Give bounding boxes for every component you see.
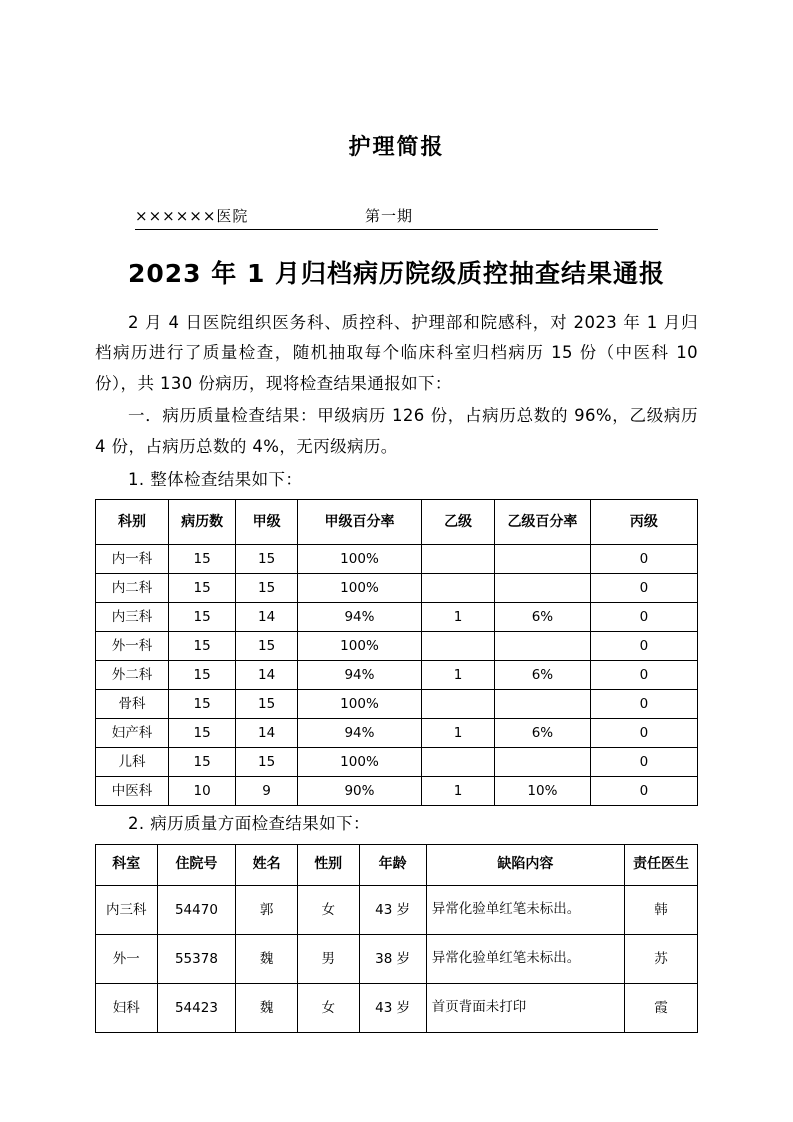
cell-department: 儿科 bbox=[96, 748, 169, 777]
cell-grade-a-percent: 100% bbox=[297, 545, 421, 574]
cell-grade-b-percent: 6% bbox=[495, 603, 591, 632]
table-row bbox=[96, 934, 698, 983]
cell-grade-b bbox=[422, 690, 495, 719]
table-row bbox=[96, 885, 698, 934]
cell-defect-content: 首页背面未打印 bbox=[426, 983, 624, 1032]
table-header-row bbox=[96, 500, 698, 545]
cell-record-count: 15 bbox=[168, 632, 235, 661]
cell-grade-b-percent bbox=[495, 748, 591, 777]
cell-grade-c: 0 bbox=[590, 690, 697, 719]
cell-grade-b bbox=[422, 632, 495, 661]
cell-grade-b bbox=[422, 545, 495, 574]
cell-gender: 女 bbox=[297, 885, 359, 934]
cell-department: 外二科 bbox=[96, 661, 169, 690]
cell-defect-content: 异常化验单红笔未标出。 bbox=[426, 885, 624, 934]
header-hospital-name: ××××××医院 bbox=[135, 207, 249, 225]
cell-gender: 女 bbox=[297, 983, 359, 1032]
th-department: 科室 bbox=[96, 844, 158, 885]
cell-department: 内一科 bbox=[96, 545, 169, 574]
cell-grade-c: 0 bbox=[590, 748, 697, 777]
cell-gender: 男 bbox=[297, 934, 359, 983]
cell-department: 外一科 bbox=[96, 632, 169, 661]
cell-grade-a: 14 bbox=[236, 719, 298, 748]
cell-department: 中医科 bbox=[96, 777, 169, 806]
th-gender: 性别 bbox=[297, 844, 359, 885]
cell-grade-b: 1 bbox=[422, 719, 495, 748]
table-row bbox=[96, 632, 698, 661]
table-row bbox=[96, 777, 698, 806]
cell-department: 内三科 bbox=[96, 603, 169, 632]
cell-record-count: 10 bbox=[168, 777, 235, 806]
cell-grade-a-percent: 100% bbox=[297, 690, 421, 719]
cell-responsible-doctor: 苏 bbox=[624, 934, 697, 983]
cell-grade-a-percent: 94% bbox=[297, 603, 421, 632]
cell-grade-a: 15 bbox=[236, 545, 298, 574]
cell-grade-a-percent: 100% bbox=[297, 574, 421, 603]
cell-grade-b bbox=[422, 574, 495, 603]
table-row bbox=[96, 748, 698, 777]
cell-department: 妇产科 bbox=[96, 719, 169, 748]
cell-record-count: 15 bbox=[168, 603, 235, 632]
cell-department: 骨科 bbox=[96, 690, 169, 719]
cell-department: 妇科 bbox=[96, 983, 158, 1032]
cell-grade-c: 0 bbox=[590, 777, 697, 806]
section-2-heading: 2. 病历质量方面检查结果如下： bbox=[128, 814, 370, 834]
th-department: 科别 bbox=[96, 500, 169, 545]
cell-admission-number: 55378 bbox=[157, 934, 236, 983]
cell-responsible-doctor: 韩 bbox=[624, 885, 697, 934]
cell-grade-b: 1 bbox=[422, 777, 495, 806]
th-record-count: 病历数 bbox=[168, 500, 235, 545]
page-title: 护理简报 bbox=[348, 135, 445, 160]
cell-grade-b-percent bbox=[495, 545, 591, 574]
cell-grade-b: 1 bbox=[422, 661, 495, 690]
cell-admission-number: 54470 bbox=[157, 885, 236, 934]
cell-name: 魏 bbox=[236, 983, 298, 1032]
cell-grade-c: 0 bbox=[590, 603, 697, 632]
cell-grade-b bbox=[422, 748, 495, 777]
table-row bbox=[96, 983, 698, 1032]
th-age: 年龄 bbox=[359, 844, 426, 885]
cell-grade-a: 14 bbox=[236, 603, 298, 632]
paragraph-intro: 2 月 4 日医院组织医务科、质控科、护理部和院感科，对 2023 年 1 月归档病历进行了质量检查，随机抽取每个临床科室归档病历 15 份（中医科 10 份），共 130 份病历，现将检查结果通报如下： bbox=[95, 312, 698, 393]
cell-grade-c: 0 bbox=[590, 719, 697, 748]
section-1-heading: 1. 整体检查结果如下： bbox=[128, 470, 303, 490]
cell-grade-b-percent bbox=[495, 574, 591, 603]
cell-grade-c: 0 bbox=[590, 661, 697, 690]
table-row bbox=[96, 661, 698, 690]
th-grade-a-percent: 甲级百分率 bbox=[297, 500, 421, 545]
table-header-row bbox=[96, 844, 698, 885]
cell-name: 郭 bbox=[236, 885, 298, 934]
cell-defect-content: 异常化验单红笔未标出。 bbox=[426, 934, 624, 983]
cell-grade-a: 14 bbox=[236, 661, 298, 690]
cell-record-count: 15 bbox=[168, 545, 235, 574]
table-row bbox=[96, 545, 698, 574]
cell-admission-number: 54423 bbox=[157, 983, 236, 1032]
cell-grade-a-percent: 100% bbox=[297, 748, 421, 777]
document-header bbox=[135, 205, 658, 230]
th-grade-a: 甲级 bbox=[236, 500, 298, 545]
th-grade-b: 乙级 bbox=[422, 500, 495, 545]
cell-name: 魏 bbox=[236, 934, 298, 983]
report-main-title: 2023 年 1 月归档病历院级质控抽查结果通报 bbox=[127, 259, 666, 288]
cell-record-count: 15 bbox=[168, 748, 235, 777]
cell-department: 内二科 bbox=[96, 574, 169, 603]
cell-department: 外一 bbox=[96, 934, 158, 983]
table-row bbox=[96, 690, 698, 719]
cell-age: 43 岁 bbox=[359, 885, 426, 934]
cell-age: 43 岁 bbox=[359, 983, 426, 1032]
cell-record-count: 15 bbox=[168, 719, 235, 748]
table-row bbox=[96, 603, 698, 632]
th-admission-number: 住院号 bbox=[157, 844, 236, 885]
cell-grade-b-percent bbox=[495, 632, 591, 661]
cell-grade-a: 15 bbox=[236, 632, 298, 661]
defects-table bbox=[95, 844, 698, 1033]
cell-record-count: 15 bbox=[168, 661, 235, 690]
cell-grade-a: 15 bbox=[236, 748, 298, 777]
cell-grade-b-percent: 6% bbox=[495, 719, 591, 748]
cell-age: 38 岁 bbox=[359, 934, 426, 983]
table-row bbox=[96, 574, 698, 603]
cell-grade-b: 1 bbox=[422, 603, 495, 632]
paragraph-results: 一．病历质量检查结果：甲级病历 126 份，占病历总数的 96%，乙级病历 4 份，占病历总数的 4%，无丙级病历。 bbox=[95, 406, 698, 456]
cell-grade-a-percent: 90% bbox=[297, 777, 421, 806]
table-row bbox=[96, 719, 698, 748]
cell-grade-b-percent: 6% bbox=[495, 661, 591, 690]
cell-grade-a-percent: 94% bbox=[297, 719, 421, 748]
cell-grade-a: 15 bbox=[236, 574, 298, 603]
cell-record-count: 15 bbox=[168, 574, 235, 603]
cell-grade-a: 15 bbox=[236, 690, 298, 719]
cell-department: 内三科 bbox=[96, 885, 158, 934]
th-responsible-doctor: 责任医生 bbox=[624, 844, 697, 885]
th-defect-content: 缺陷内容 bbox=[426, 844, 624, 885]
th-name: 姓名 bbox=[236, 844, 298, 885]
cell-grade-a: 9 bbox=[236, 777, 298, 806]
cell-grade-b-percent bbox=[495, 690, 591, 719]
cell-responsible-doctor: 霞 bbox=[624, 983, 697, 1032]
cell-grade-b-percent: 10% bbox=[495, 777, 591, 806]
header-issue-number: 第一期 bbox=[365, 207, 414, 225]
cell-grade-a-percent: 94% bbox=[297, 661, 421, 690]
overall-results-table bbox=[95, 499, 698, 806]
cell-record-count: 15 bbox=[168, 690, 235, 719]
cell-grade-c: 0 bbox=[590, 574, 697, 603]
th-grade-b-percent: 乙级百分率 bbox=[495, 500, 591, 545]
cell-grade-c: 0 bbox=[590, 632, 697, 661]
cell-grade-a-percent: 100% bbox=[297, 632, 421, 661]
th-grade-c: 丙级 bbox=[590, 500, 697, 545]
cell-grade-c: 0 bbox=[590, 545, 697, 574]
